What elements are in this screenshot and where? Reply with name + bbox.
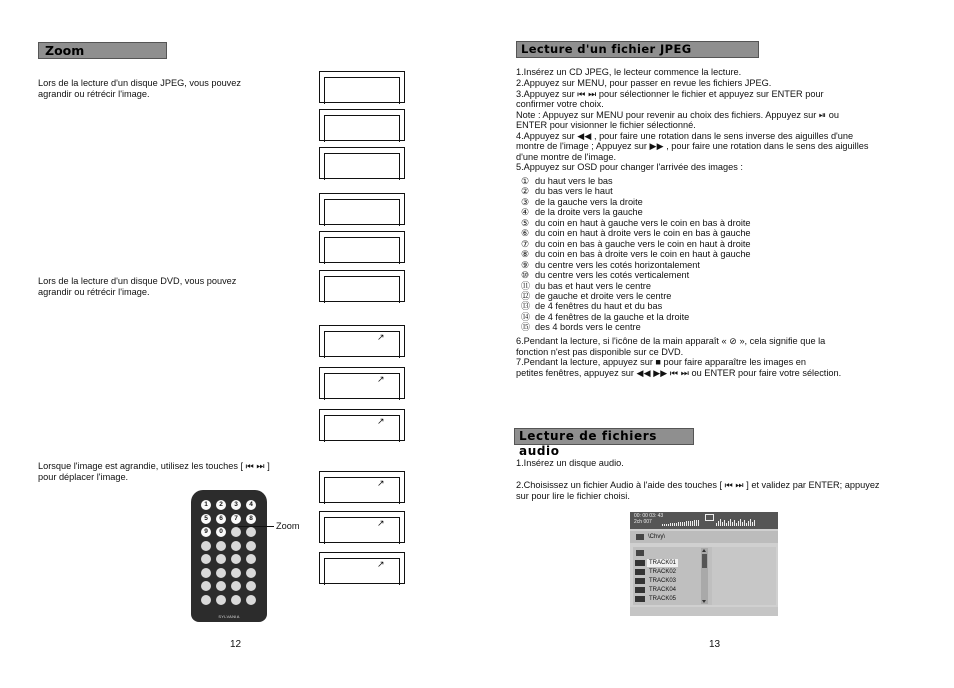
meter-bar	[676, 523, 677, 526]
meter-bar	[670, 523, 671, 526]
audio-file-icon	[635, 560, 645, 566]
list-item: ① du haut vers le bas	[521, 176, 613, 186]
meter-bar	[696, 520, 697, 526]
scroll-down-icon[interactable]	[702, 600, 706, 603]
tv-frame-zoom	[319, 325, 405, 357]
disc-icon	[705, 514, 714, 521]
remote-button[interactable]	[231, 595, 241, 605]
jpeg-line: 3.Appuyez sur ⏮ ⏭ pour sélectionner le fichier et appuyez sur ENTER pour	[516, 88, 824, 99]
track-row[interactable]	[635, 568, 699, 576]
meter-bar	[672, 523, 673, 526]
remote-button[interactable]	[246, 581, 256, 591]
remote-button[interactable]: 7	[231, 514, 241, 524]
zoom-mark-icon: ↗	[377, 518, 385, 528]
jpeg-line: d'une montre de l'image.	[516, 151, 617, 162]
folder-icon	[636, 534, 644, 540]
meter-bar	[746, 523, 747, 526]
player-time: 00: 00 03: 43	[634, 513, 664, 519]
list-item: ③ de la gauche vers la droite	[521, 196, 643, 207]
tv-frame-zoom	[319, 367, 405, 399]
jpeg-line: montre de l'image ; Appuyez sur ▶▶ , pour faire une rotation dans le sens des aiguilles	[516, 141, 869, 151]
meter-bar	[740, 519, 741, 526]
meter-bar	[686, 521, 687, 526]
track-label: TRACK05	[649, 596, 677, 602]
section-heading-zoom: Zoom	[38, 42, 167, 59]
remote-button[interactable]: 9	[201, 527, 211, 537]
track-label: TRACK04	[649, 587, 677, 593]
meter-bar	[742, 522, 743, 526]
meter-bar	[694, 520, 695, 526]
zoom-pan-text-line-2: pour déplacer l'image.	[38, 472, 129, 482]
zoom-mark-icon: ↗	[377, 478, 385, 488]
track-label: TRACK03	[649, 578, 677, 584]
jpeg-line: confirmer votre choix.	[516, 99, 604, 109]
section-heading-audio: Lecture de fichiers audio	[514, 428, 694, 445]
list-item: ⑩ du centre vers les cotés verticalement	[521, 270, 690, 281]
player-channel: 2ch 007	[634, 519, 652, 525]
meter-bar	[680, 522, 681, 526]
audio-file-icon	[635, 596, 645, 602]
remote-button[interactable]	[231, 527, 241, 537]
meter-bar	[690, 521, 691, 526]
tv-frame-zoom	[319, 552, 405, 584]
list-item: ⑧ du coin en bas à droite vers le coin en haut à gauche	[521, 249, 751, 260]
remote-button[interactable]: 3	[231, 500, 241, 510]
track-row[interactable]	[635, 586, 699, 594]
jpeg-tail-line: fonction n'est pas disponible sur ce DVD.	[516, 346, 684, 357]
track-row[interactable]	[635, 577, 699, 585]
list-item: ⑤ du coin en haut à gauche vers le coin en bas à droite	[521, 217, 751, 228]
page-number-left: 12	[230, 639, 242, 650]
jpeg-line: 2.Appuyez sur MENU, pour passer en revue les fichiers JPEG.	[516, 78, 772, 88]
remote-button[interactable]	[216, 541, 226, 551]
jpeg-line: Note : Appuyez sur MENU pour revenir au choix des fichiers. Appuyez sur ⏯ ou	[516, 109, 839, 120]
zoom-dvd-text-line-2: agrandir ou rétrécir l'image.	[38, 287, 150, 297]
remote-button[interactable]	[246, 568, 256, 578]
zoom-mark-icon: ↗	[377, 332, 385, 342]
remote-button[interactable]: 4	[246, 500, 256, 510]
meter-bar	[688, 521, 689, 526]
remote-button[interactable]	[216, 568, 226, 578]
list-item: ⑫ de gauche et droite vers le centre	[521, 290, 672, 301]
remote-button[interactable]	[231, 554, 241, 564]
osd-transition-list	[521, 176, 751, 333]
remote-brand-logo: SYLVANIA	[218, 614, 240, 619]
remote-button[interactable]	[246, 595, 256, 605]
list-item: ② du bas vers le haut	[521, 186, 613, 197]
section-heading-jpeg: Lecture d'un fichier JPEG	[516, 41, 759, 58]
list-item: ⑬ de 4 fenêtres du haut et du bas	[521, 301, 663, 312]
meter-bar	[682, 522, 683, 526]
meter-bar	[674, 523, 675, 526]
zoom-dvd-text-line-1: Lors de la lecture d'un disque DVD, vous pouvez	[38, 276, 237, 286]
tv-frame-illustration	[319, 231, 405, 263]
tv-frame-illustration	[319, 147, 405, 179]
tv-frame-zoom	[319, 511, 405, 543]
meter-bar	[668, 524, 669, 526]
remote-button[interactable]	[201, 581, 211, 591]
track-row[interactable]	[635, 595, 699, 603]
remote-button[interactable]: 1	[201, 500, 211, 510]
audio-file-icon	[635, 569, 645, 575]
remote-button[interactable]	[216, 595, 226, 605]
list-item: ④ de la droite vers la gauche	[521, 207, 643, 218]
player-bottom-bar	[630, 607, 778, 616]
audio-file-icon	[635, 578, 645, 584]
jpeg-tail-line: 7.Pendant la lecture, appuyez sur ■ pour faire apparaître les images en	[516, 357, 807, 367]
zoom-jpeg-text-line-1: Lors de la lecture d'un disque JPEG, vous pouvez	[38, 78, 241, 88]
zoom-jpeg-text-line-2: agrandir ou rétrécir l'image.	[38, 89, 150, 99]
zoom-mark-icon: ↗	[377, 416, 385, 426]
zoom-mark-icon: ↗	[377, 559, 385, 569]
audio-line: sur pour lire le fichier choisi.	[516, 490, 630, 501]
meter-bar	[730, 519, 731, 526]
preview-panel	[712, 547, 776, 605]
audio-file-icon	[635, 587, 645, 593]
meter-bar	[684, 522, 685, 526]
meter-bar	[716, 523, 717, 526]
jpeg-line: 5.Appuyez sur OSD pour changer l'arrivée des images :	[516, 162, 743, 172]
track-row[interactable]	[635, 559, 699, 567]
audio-line: 1.Insérez un disque audio.	[516, 458, 624, 468]
meter-bar	[664, 524, 665, 526]
track-list-scrollbar[interactable]	[701, 548, 708, 604]
folder-up-icon[interactable]	[636, 550, 644, 556]
tv-frame-illustration	[319, 270, 405, 302]
meter-bar	[722, 522, 723, 526]
meter-bar	[744, 520, 745, 526]
track-label: TRACK01	[649, 560, 677, 566]
player-top-bar	[630, 512, 778, 529]
list-item: ⑪ du bas et haut vers le centre	[521, 280, 651, 291]
remote-button[interactable]	[201, 541, 211, 551]
meter-bar	[738, 521, 739, 526]
meter-bar	[726, 523, 727, 526]
remote-button[interactable]	[231, 581, 241, 591]
tv-frame-illustration	[319, 71, 405, 103]
page-number-right: 13	[709, 639, 721, 650]
remote-button[interactable]	[246, 527, 256, 537]
tv-frame-illustration	[319, 193, 405, 225]
scroll-thumb[interactable]	[702, 554, 707, 568]
meter-bar	[666, 524, 667, 526]
remote-button[interactable]	[231, 568, 241, 578]
zoom-pan-text-line-1: Lorsque l'image est agrandie, utilisez les touches [ ⏮ ⏭ ]	[38, 461, 270, 471]
list-item: ⑨ du centre vers les cotés horizontalement	[521, 259, 700, 270]
remote-button[interactable]	[216, 554, 226, 564]
tv-frame-zoom	[319, 409, 405, 441]
meter-bar	[732, 522, 733, 526]
jpeg-tail-line: 6.Pendant la lecture, si l'icône de la main apparaît « ⊘ », cela signifie que la	[516, 336, 826, 346]
zoom-callout-line	[238, 526, 274, 527]
meter-bar	[720, 519, 721, 526]
path-bar	[630, 531, 778, 543]
remote-button[interactable]: 8	[246, 514, 256, 524]
spectrum-meter	[716, 517, 756, 526]
meter-bar	[750, 519, 751, 526]
volume-meter	[662, 519, 700, 526]
jpeg-tail-line: petites fenêtres, appuyez sur ◀◀ ▶▶ ⏮ ⏭ ou ENTER pour faire votre sélection.	[516, 367, 842, 378]
meter-bar	[662, 524, 663, 526]
jpeg-line: 1.Insérez un CD JPEG, le lecteur commence la lecture.	[516, 67, 742, 77]
remote-button[interactable]	[216, 581, 226, 591]
remote-button[interactable]	[246, 554, 256, 564]
remote-button[interactable]	[201, 554, 211, 564]
meter-bar	[754, 520, 755, 526]
remote-button[interactable]: 6	[216, 514, 226, 524]
remote-control-illustration	[191, 490, 267, 622]
list-item: ⑮ des 4 bords vers le centre	[521, 322, 641, 333]
list-item: ⑥ du coin en haut à droite vers le coin en bas à gauche	[521, 228, 751, 239]
meter-bar	[698, 520, 699, 526]
meter-bar	[718, 521, 719, 526]
meter-bar	[692, 521, 693, 526]
track-label: TRACK02	[649, 569, 677, 575]
meter-bar	[752, 522, 753, 526]
meter-bar	[734, 520, 735, 526]
zoom-callout-label: Zoom	[276, 521, 300, 531]
meter-bar	[748, 521, 749, 526]
scroll-up-icon[interactable]	[702, 549, 706, 552]
jpeg-line: ENTER pour visionner le fichier sélectionné.	[516, 120, 696, 130]
remote-button[interactable]	[201, 595, 211, 605]
meter-bar	[724, 520, 725, 526]
zoom-mark-icon: ↗	[377, 374, 385, 384]
meter-bar	[736, 523, 737, 526]
remote-button[interactable]: 2	[216, 500, 226, 510]
remote-button[interactable]: 0	[216, 527, 226, 537]
remote-button[interactable]	[246, 541, 256, 551]
remote-button[interactable]	[231, 541, 241, 551]
remote-button[interactable]: 5	[201, 514, 211, 524]
list-item: ⑭ de 4 fenêtres de la gauche et la droite	[521, 311, 690, 322]
list-item: ⑦ du coin en bas à gauche vers le coin en haut à droite	[521, 238, 751, 249]
path-label: \Chvy\	[648, 534, 666, 540]
jpeg-line: 4.Appuyez sur ◀◀ , pour faire une rotation dans le sens inverse des aiguilles d'une	[516, 130, 854, 141]
tv-frame-zoom	[319, 471, 405, 503]
audio-line: 2.Choisissez un fichier Audio à l'aide des touches [ ⏮ ⏭ ] et validez par ENTER; appuyez	[516, 480, 880, 490]
meter-bar	[678, 522, 679, 526]
meter-bar	[728, 521, 729, 526]
tv-frame-illustration	[319, 109, 405, 141]
remote-button[interactable]	[201, 568, 211, 578]
audio-player-screen	[630, 512, 778, 616]
